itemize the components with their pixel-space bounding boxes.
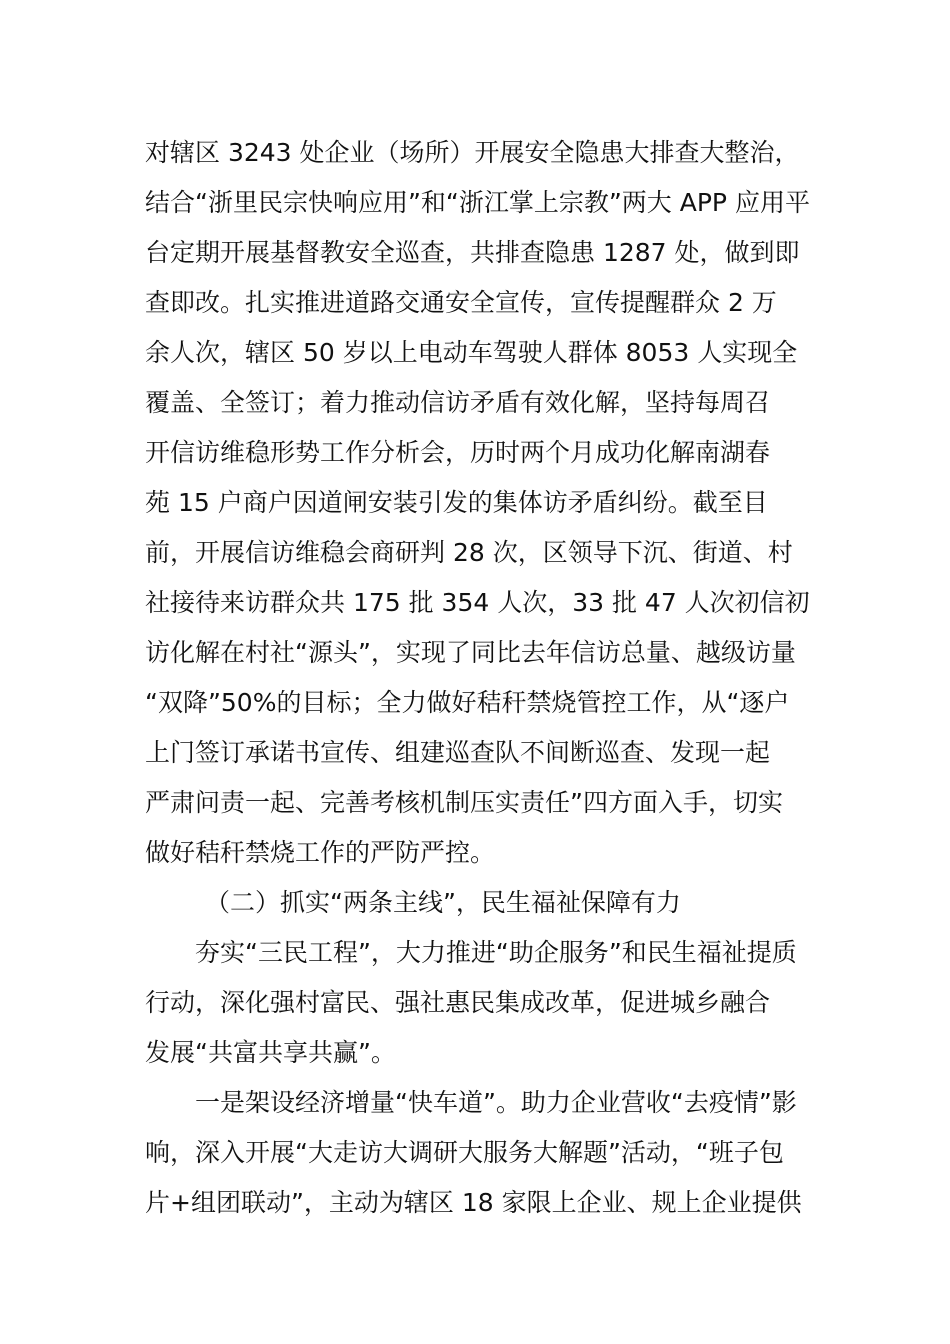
paragraph-line: 严肃问责一起、完善考核机制压实责任”四方面入手，切实 (145, 788, 783, 817)
paragraph-line: 夯实“三民工程”，大力推进“助企服务”和民生福祉提质 (195, 938, 797, 967)
paragraph-line: 访化解在村社“源头”，实现了同比去年信访总量、越级访量 (145, 638, 796, 667)
paragraph-line: 覆盖、全签订；着力推动信访矛盾有效化解，坚持每周召 (145, 388, 771, 417)
paragraph-line: 开信访维稳形势工作分析会，历时两个月成功化解南湖春 (145, 438, 771, 467)
paragraph-line: 一是架设经济增量“快车道”。助力企业营收“去疫情”影 (195, 1088, 797, 1117)
section-heading: （二）抓实“两条主线”，民生福祉保障有力 (205, 888, 681, 917)
paragraph-line: 上门签订承诺书宣传、组建巡查队不间断巡查、发现一起 (145, 738, 771, 767)
paragraph-line: 台定期开展基督教安全巡查，共排查隐患 1287 处，做到即 (145, 238, 800, 267)
paragraph-line: 响，深入开展“大走访大调研大服务大解题”活动，“班子包 (145, 1138, 784, 1167)
paragraph-line: 查即改。扎实推进道路交通安全宣传，宣传提醒群众 2 万 (145, 288, 777, 317)
paragraph-line: 行动，深化强村富民、强社惠民集成改革，促进城乡融合 (145, 988, 771, 1017)
paragraph-line: 结合“浙里民宗快响应用”和“浙江掌上宗教”两大 APP 应用平 (145, 188, 810, 217)
paragraph-line: 余人次，辖区 50 岁以上电动车驾驶人群体 8053 人实现全 (145, 338, 798, 367)
paragraph-line: “双降”50%的目标；全力做好秸秆禁烧管控工作，从“逐户 (145, 688, 790, 717)
paragraph-line: 前，开展信访维稳会商研判 28 次，区领导下沉、街道、村 (145, 538, 793, 567)
paragraph-line: 社接待来访群众共 175 批 354 人次，33 批 47 人次初信初 (145, 588, 810, 617)
paragraph-line: 苑 15 户商户因道闸安装引发的集体访矛盾纠纷。截至目 (145, 488, 768, 517)
paragraph-line: 做好秸秆禁烧工作的严防严控。 (145, 838, 496, 867)
paragraph-line: 对辖区 3243 处企业（场所）开展安全隐患大排查大整治， (145, 138, 800, 167)
paragraph-line: 发展“共富共享共赢”。 (145, 1038, 396, 1067)
document-body (145, 128, 810, 1228)
paragraph-line: 片+组团联动”，主动为辖区 18 家限上企业、规上企业提供 (145, 1188, 802, 1217)
